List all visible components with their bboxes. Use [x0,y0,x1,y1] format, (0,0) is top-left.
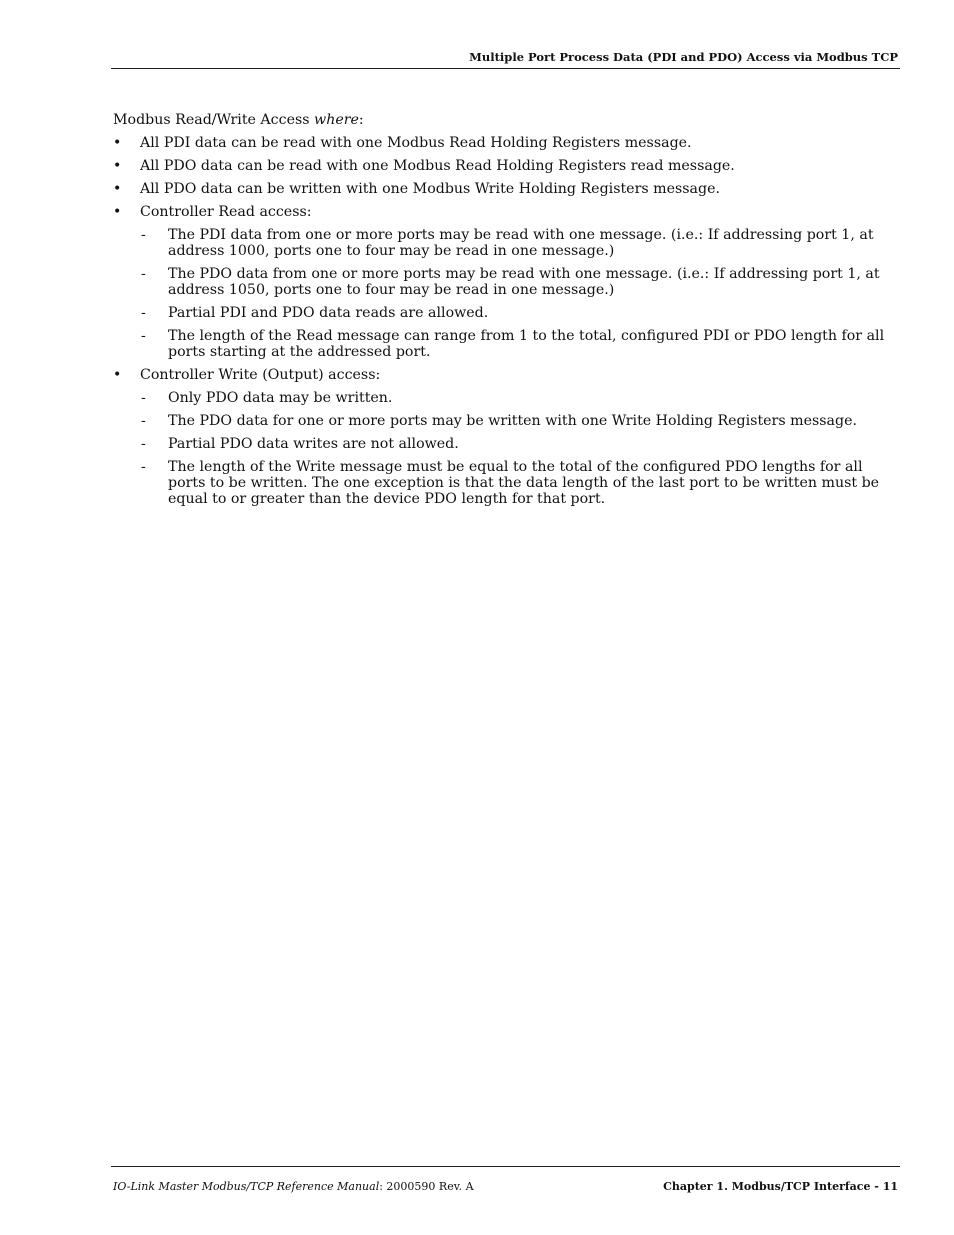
footer-chapter-page: Chapter 1. Modbus/TCP Interface - 11 [663,1180,898,1193]
header-title: Multiple Port Process Data (PDI and PDO) Access via Modbus TCP [469,50,898,64]
list-item-controller-read [113,204,900,220]
dash-mark: - [141,413,146,429]
intro-suffix: : [358,112,364,128]
sub-list-item-text: The length of the Read message can range from 1 to the total, configured PDI or PDO length for all ports starting at the addressed port. [168,328,885,360]
sub-list-item-text: The PDO data from one or more ports may be read with one message. (i.e.: If addressing port 1, at address 1050, ports one to four may be read in one message.) [168,266,880,298]
footer-manual-reference [113,1180,474,1193]
sub-list-item-text: The PDI data from one or more ports may be read with one message. (i.e.: If addressing port 1, at address 1000, ports one to four may be read in one message.) [168,227,874,259]
dash-mark: - [141,390,146,406]
list-item-text: All PDO data can be written with one Modbus Write Holding Registers message. [140,181,721,197]
dash-mark: - [141,266,146,282]
list-item [113,135,900,151]
list-item-controller-write [113,367,900,383]
bullet-mark: • [113,181,122,197]
sub-list-item-text: The length of the Write message must be equal to the total of the configured PDO lengths for all ports to be written. The one exception is that the data length of the last port to be written must be equal to or greater than the device PDO length for that port. [168,459,880,507]
intro-emphasis: where [314,112,359,128]
page-footer [111,1166,900,1193]
sub-list-item-text: Partial PDI and PDO data reads are allowed. [168,305,489,321]
dash-mark: - [141,459,146,475]
sub-list-item [113,328,900,360]
sub-list-item [113,305,900,321]
bullet-mark: • [113,367,122,383]
page-content [113,112,900,514]
list-item-text: All PDI data can be read with one Modbus Read Holding Registers message. [140,135,692,151]
dash-mark: - [141,227,146,243]
sub-list-item [113,266,900,298]
bullet-mark: • [113,135,122,151]
sub-list-item [113,227,900,259]
sub-list-item [113,459,900,507]
sub-list-item [113,413,900,429]
dash-mark: - [141,436,146,452]
dash-mark: - [141,328,146,344]
footer-manual-title: IO-Link Master Modbus/TCP Reference Manual [113,1180,380,1193]
list-item [113,181,900,197]
sub-list-item-text: The PDO data for one or more ports may be written with one Write Holding Registers message. [168,413,857,429]
page-header [111,50,900,69]
dash-mark: - [141,305,146,321]
list-item [113,158,900,174]
sub-list-item [113,436,900,452]
list-item-text: Controller Write (Output) access: [140,367,381,383]
sub-list-item-text: Partial PDO data writes are not allowed. [168,436,459,452]
bullet-mark: • [113,204,122,220]
footer-manual-number: : 2000590 Rev. A [379,1180,474,1193]
list-item-text: All PDO data can be read with one Modbus Read Holding Registers read message. [140,158,735,174]
intro-text: Modbus Read/Write Access [113,112,315,128]
bullet-mark: • [113,158,122,174]
sub-list-item-text: Only PDO data may be written. [168,390,393,406]
intro-paragraph [113,112,900,128]
list-item-text: Controller Read access: [140,204,312,220]
sub-list-item [113,390,900,406]
